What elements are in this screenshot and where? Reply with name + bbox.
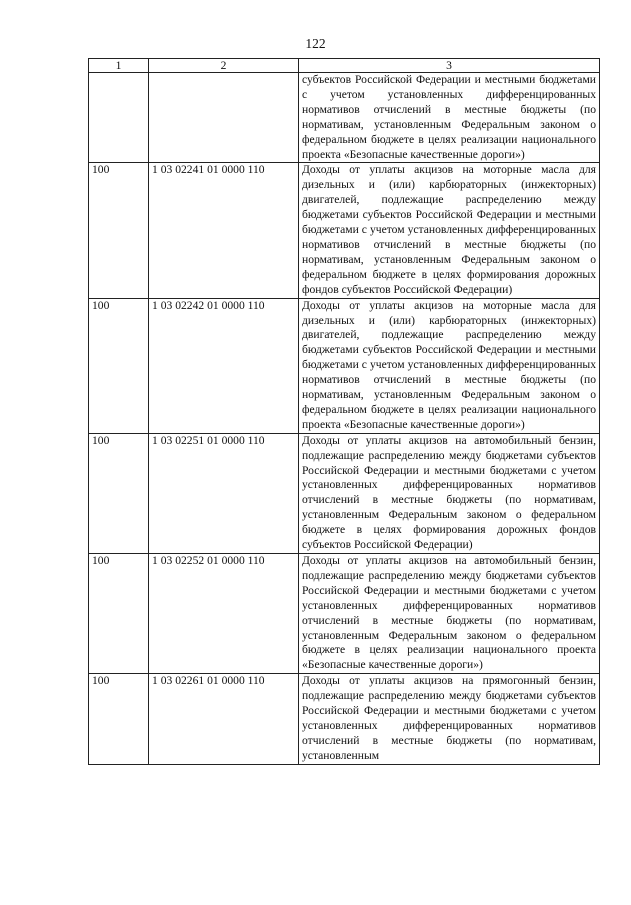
column-header-3: 3 (299, 59, 600, 73)
admin-code-cell: 100 (89, 298, 149, 433)
revenue-description-cell: субъектов Российской Федерации и местными бюджетами с учетом установленных дифференцированных нормативов отчислений в местные бюджеты (по нормативам, установленным Федеральным законом о федеральном бюджете в целях реализации национального проекта «Безопасные качественные дороги») (299, 73, 600, 163)
revenue-code-cell: 1 03 02241 01 0000 110 (149, 163, 299, 298)
revenue-description-cell: Доходы от уплаты акцизов на автомобильный бензин, подлежащие распределению между бюджетами субъектов Российской Федерации и местными бюджетами с учетом установленных дифференцированных нормативов отчислений в местные бюджеты (по нормативам, установленным Федеральным законом о федеральном бюджете в целях реализации национального проекта «Безопасные качественные дороги») (299, 554, 600, 674)
revenue-code-cell: 1 03 02252 01 0000 110 (149, 554, 299, 674)
revenue-code-cell (149, 73, 299, 163)
column-header-1: 1 (89, 59, 149, 73)
table-row (89, 674, 600, 764)
admin-code-cell: 100 (89, 163, 149, 298)
admin-code-cell (89, 73, 149, 163)
admin-code-cell: 100 (89, 433, 149, 553)
revenue-code-cell: 1 03 02261 01 0000 110 (149, 674, 299, 764)
revenue-description-cell: Доходы от уплаты акцизов на прямогонный бензин, подлежащие распределению между бюджетами субъектов Российской Федерации и местными бюджетами с учетом установленных дифференцированных нормативов отчислений в местные бюджеты (по нормативам, установленным (299, 674, 600, 764)
table-row (89, 298, 600, 433)
table-row (89, 163, 600, 298)
revenue-code-cell: 1 03 02251 01 0000 110 (149, 433, 299, 553)
revenue-description-cell: Доходы от уплаты акцизов на моторные масла для дизельных и (или) карбюраторных (инжекторных) двигателей, подлежащие распределению между бюджетами субъектов Российской Федерации и местными бюджетами с учетом установленных дифференцированных нормативов отчислений в местные бюджеты (по нормативам, установленным Федеральным законом о федеральном бюджете в целях реализации национального проекта «Безопасные качественные дороги») (299, 298, 600, 433)
revenue-description-cell: Доходы от уплаты акцизов на моторные масла для дизельных и (или) карбюраторных (инжекторных) двигателей, подлежащие распределению между бюджетами субъектов Российской Федерации и местными бюджетами с учетом установленных дифференцированных нормативов отчислений в местные бюджеты (по нормативам, установленным Федеральным законом о федеральном бюджете в целях формирования дорожных фондов субъектов Российской Федерации) (299, 163, 600, 298)
table-header-row (89, 59, 600, 73)
revenue-code-cell: 1 03 02242 01 0000 110 (149, 298, 299, 433)
admin-code-cell: 100 (89, 554, 149, 674)
column-header-2: 2 (149, 59, 299, 73)
page-number: 122 (305, 36, 326, 51)
table-row (89, 554, 600, 674)
revenue-description-cell: Доходы от уплаты акцизов на автомобильный бензин, подлежащие распределению между бюджетами субъектов Российской Федерации и местными бюджетами с учетом установленных дифференцированных нормативов отчислений в местные бюджеты (по нормативам, установленным Федеральным законом о федеральном бюджете в целях формирования дорожных фондов субъектов Российской Федерации) (299, 433, 600, 553)
admin-code-cell: 100 (89, 674, 149, 764)
table-row (89, 433, 600, 553)
table-row (89, 73, 600, 163)
budget-classification-table (88, 58, 600, 765)
